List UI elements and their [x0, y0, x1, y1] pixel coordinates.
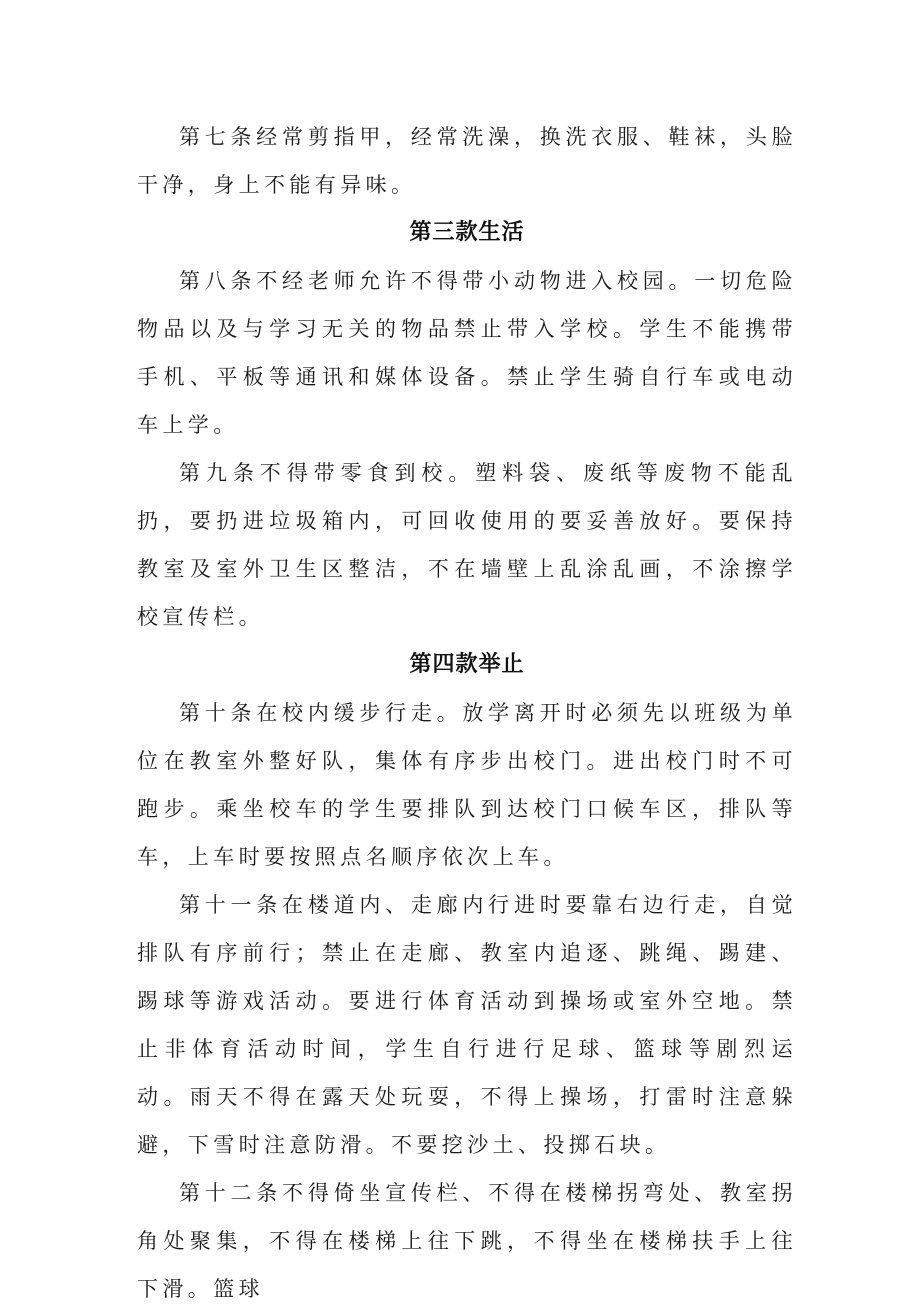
article-11-paragraph: 第十一条在楼道内、走廊内行进时要靠右边行走，自觉排队有序前行；禁止在走廊、教室内追逐、跳绳、踢建、踢球等游戏活动。要进行体育活动到操场或室外空地。禁止非体育活动时间，学生自行进行足球、篮球等剧烈运动。雨天不得在露天处玩耍，不得上操场，打雷时注意躲避，下雪时注意防滑。不要挖沙土、投掷石块。	[137, 893, 797, 1157]
section-heading-life: 第三款生活	[409, 220, 525, 245]
article-7-paragraph: 第七条经常剪指甲，经常洗澡，换洗衣服、鞋袜，头脸干净，身上不能有异味。	[137, 125, 797, 197]
article-8-paragraph: 第八条不经老师允许不得带小动物进入校园。一切危险物品以及与学习无关的物品禁止带入学校。学生不能携带手机、平板等通讯和媒体设备。禁止学生骑自行车或电动车上学。	[137, 269, 797, 437]
section-heading-conduct: 第四款举止	[409, 652, 525, 677]
article-12-paragraph: 第十二条不得倚坐宣传栏、不得在楼梯拐弯处、教室拐角处聚集，不得在楼梯上往下跳，不得坐在楼梯扶手上往下滑。篮球	[137, 1181, 797, 1301]
document-body	[137, 113, 797, 1313]
article-10-paragraph: 第十条在校内缓步行走。放学离开时必须先以班级为单位在教室外整好队，集体有序步出校门。进出校门时不可跑步。乘坐校车的学生要排队到达校门口候车区，排队等车，上车时要按照点名顺序依次上车。	[137, 701, 797, 869]
article-9-paragraph: 第九条不得带零食到校。塑料袋、废纸等废物不能乱扔，要扔进垃圾箱内，可回收使用的要妥善放好。要保持教室及室外卫生区整洁，不在墙壁上乱涂乱画，不涂擦学校宣传栏。	[137, 461, 797, 629]
